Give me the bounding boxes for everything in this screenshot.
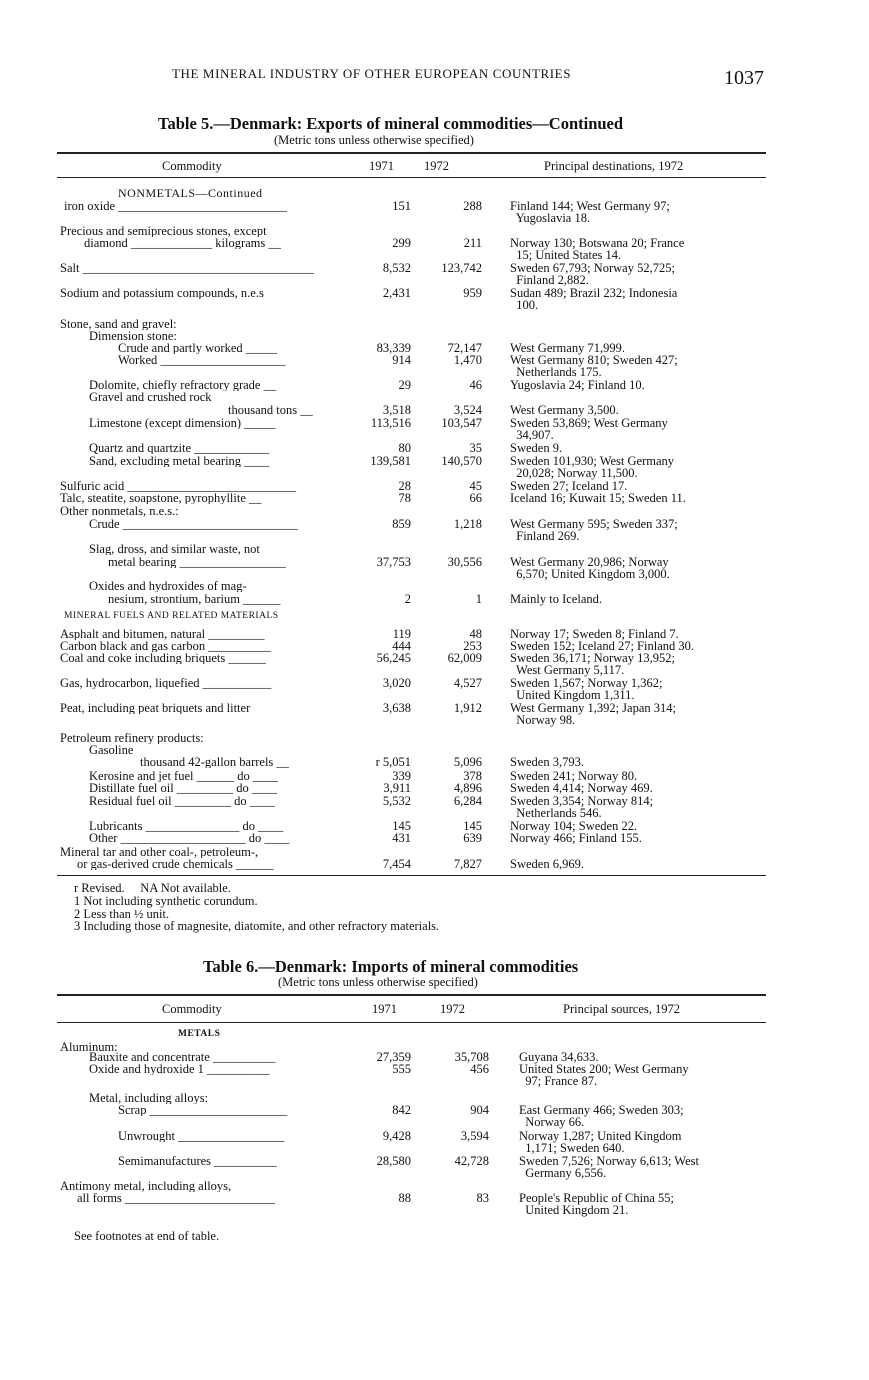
row-value-1972: 123,742 [441, 261, 482, 275]
table6-col-sources: Principal sources, 1972 [563, 1002, 680, 1016]
row-destination: Iceland 16; Kuwait 15; Sweden 11. [510, 491, 686, 505]
row-value-1971: r 5,051 [375, 755, 411, 769]
table6-col-1972: 1972 [440, 1002, 465, 1016]
row-value-1972: 72,147 [447, 341, 482, 355]
row-value-1971: 7,454 [382, 857, 411, 871]
row-destination: West Germany 595; Sweden 337; Finland 269. [510, 517, 678, 543]
row-value-1971: 27,359 [376, 1050, 411, 1064]
row-value-1971: 9,428 [382, 1129, 411, 1143]
row-commodity: Dimension stone: [89, 330, 177, 342]
row-destination: United States 200; West Germany 97; France 87. [519, 1062, 689, 1088]
row-commodity: Other ____________________ do ____ [89, 832, 290, 844]
row-destination: Sweden 9. [510, 441, 563, 455]
row-commodity: thousand 42-gallon barrels __ [140, 756, 289, 768]
row-destination: Sweden 67,793; Norway 52,725; Finland 2,882. [510, 261, 675, 287]
row-destination: Sweden 53,869; West Germany 34,907. [510, 416, 668, 442]
row-commodity: Precious and semiprecious stones, except [60, 225, 267, 237]
row-destination: Norway 1,287; United Kingdom 1,171; Sweden 640. [519, 1129, 682, 1155]
table5-bottom-rule [57, 875, 766, 876]
row-destination: West Germany 3,500. [510, 403, 619, 417]
row-commodity: thousand tons __ [228, 404, 313, 416]
row-commodity: Stone, sand and gravel: [60, 318, 177, 330]
row-value-1971: 29 [398, 378, 411, 392]
row-value-1972: 378 [463, 769, 482, 783]
row-commodity: Oxides and hydroxides of mag- [89, 580, 247, 592]
row-value-1971: 88 [398, 1191, 411, 1205]
row-destination: Sweden 7,526; Norway 6,613; West Germany 6,556. [519, 1154, 699, 1180]
row-value-1972: 7,827 [453, 857, 482, 871]
row-commodity: Asphalt and bitumen, natural _________ [60, 628, 265, 640]
row-commodity: Petroleum refinery products: [60, 732, 204, 744]
row-commodity: Coal and coke including briquets ______ [60, 652, 266, 664]
table6-col-1971: 1971 [372, 1002, 397, 1016]
row-value-1971: 2,431 [382, 286, 411, 300]
row-value-1972: 1,218 [453, 517, 482, 531]
table5-section-nonmetals: NONMETALS—Continued [118, 186, 263, 200]
table5-top-rule [57, 152, 766, 154]
row-commodity: Sodium and potassium compounds, n.e.s [60, 287, 264, 299]
row-value-1972: 253 [463, 639, 482, 653]
table5-header-rule [57, 177, 766, 178]
row-commodity: all forms ________________________ [77, 1192, 275, 1204]
row-value-1972: 959 [463, 286, 482, 300]
row-destination: Sweden 152; Iceland 27; Finland 30. [510, 639, 694, 653]
table5-footnote: 1 Not including synthetic corundum. [74, 894, 258, 908]
row-value-1972: 211 [463, 236, 482, 250]
row-value-1971: 5,532 [382, 794, 411, 808]
row-commodity: metal bearing _________________ [108, 556, 286, 568]
row-value-1972: 1,912 [453, 701, 482, 715]
row-destination: West Germany 71,999. [510, 341, 625, 355]
row-value-1971: 37,753 [376, 555, 411, 569]
row-commodity: Dolomite, chiefly refractory grade __ [89, 379, 277, 391]
table6-section-metals: METALS [178, 1029, 221, 1039]
row-destination: Sweden 27; Iceland 17. [510, 479, 628, 493]
table6-note: See footnotes at end of table. [74, 1229, 220, 1243]
row-commodity: Gravel and crushed rock [89, 391, 212, 403]
row-value-1971: 151 [392, 199, 411, 213]
row-value-1972: 42,728 [454, 1154, 489, 1168]
row-value-1972: 456 [470, 1062, 489, 1076]
table5-footnote: r Revised. NA Not available. [74, 881, 231, 895]
row-commodity: Peat, including peat briquets and litter [60, 702, 251, 714]
row-commodity: Bauxite and concentrate __________ [89, 1051, 276, 1063]
row-value-1972: 145 [463, 819, 482, 833]
row-commodity: Metal, including alloys: [89, 1092, 209, 1104]
row-commodity: Aluminum: [60, 1041, 118, 1053]
row-destination: Finland 144; West Germany 97; Yugoslavia 18. [510, 199, 670, 225]
row-commodity: Slag, dross, and similar waste, not [89, 543, 260, 555]
row-commodity: Kerosine and jet fuel ______ do ____ [89, 770, 278, 782]
table5-subtitle: (Metric tons unless otherwise specified) [274, 133, 474, 147]
row-destination: Norway 130; Botswana 20; France 15; United States 14. [510, 236, 685, 262]
row-value-1971: 3,638 [382, 701, 411, 715]
table5-col-destinations: Principal destinations, 1972 [544, 159, 684, 173]
row-value-1972: 4,527 [453, 676, 482, 690]
row-value-1972: 45 [469, 479, 482, 493]
row-value-1971: 28 [398, 479, 411, 493]
row-destination: Norway 17; Sweden 8; Finland 7. [510, 627, 679, 641]
table6-top-rule [57, 994, 766, 996]
row-value-1971: 555 [392, 1062, 411, 1076]
row-value-1971: 119 [392, 627, 411, 641]
row-value-1971: 859 [392, 517, 411, 531]
row-destination: Norway 104; Sweden 22. [510, 819, 638, 833]
row-value-1972: 62,009 [447, 651, 482, 665]
row-commodity: Quartz and quartzite ____________ [89, 442, 270, 454]
row-commodity: iron oxide ___________________________ [64, 200, 287, 212]
row-value-1972: 904 [470, 1103, 489, 1117]
row-destination: Sweden 241; Norway 80. [510, 769, 638, 783]
row-destination: People's Republic of China 55; United Kingdom 21. [519, 1191, 675, 1217]
table6-title: Table 6.—Denmark: Imports of mineral commodities [203, 957, 579, 976]
row-value-1972: 639 [463, 831, 482, 845]
row-commodity: Mineral tar and other coal-, petroleum-, [60, 846, 259, 858]
row-commodity: diamond _____________ kilograms __ [84, 237, 281, 249]
row-value-1972: 35 [469, 441, 482, 455]
table6-col-commodity: Commodity [162, 1002, 222, 1016]
row-commodity: Oxide and hydroxide 1 __________ [89, 1063, 270, 1075]
row-commodity: Carbon black and gas carbon __________ [60, 640, 271, 652]
row-commodity: Semimanufactures __________ [118, 1155, 277, 1167]
row-value-1972: 103,547 [441, 416, 482, 430]
table5-title: Table 5.—Denmark: Exports of mineral commodities—Continued [158, 114, 624, 133]
table5-section-fuels: MINERAL FUELS AND RELATED MATERIALS [64, 611, 279, 621]
row-value-1971: 8,532 [382, 261, 411, 275]
row-value-1971: 3,020 [382, 676, 411, 690]
row-value-1972: 46 [469, 378, 482, 392]
row-destination: West Germany 20,986; Norway 6,570; United Kingdom 3,000. [510, 555, 670, 581]
row-commodity: Gasoline [89, 744, 134, 756]
row-value-1971: 28,580 [376, 1154, 411, 1168]
row-destination: West Germany 810; Sweden 427; Netherlands 175. [510, 353, 678, 379]
row-value-1972: 83 [476, 1191, 489, 1205]
row-commodity: Talc, steatite, soapstone, pyrophyllite __ [60, 492, 262, 504]
row-destination: Mainly to Iceland. [510, 592, 602, 606]
row-value-1972: 66 [469, 491, 482, 505]
row-value-1971: 145 [392, 819, 411, 833]
row-value-1971: 842 [392, 1103, 411, 1117]
table6-header-rule [57, 1022, 766, 1023]
row-commodity: Crude ____________________________ [89, 518, 298, 530]
row-commodity: Salt _____________________________________ [60, 262, 314, 274]
row-value-1972: 5,096 [453, 755, 482, 769]
row-value-1971: 431 [392, 831, 411, 845]
row-destination: Yugoslavia 24; Finland 10. [510, 378, 645, 392]
row-commodity: Sand, excluding metal bearing ____ [89, 455, 270, 467]
page-number: 1037 [724, 67, 764, 89]
row-commodity: Worked ____________________ [118, 354, 286, 366]
row-value-1971: 339 [392, 769, 411, 783]
row-commodity: Limestone (except dimension) _____ [89, 417, 276, 429]
row-destination: Guyana 34,633. [519, 1050, 599, 1064]
row-destination: Sweden 6,969. [510, 857, 584, 871]
row-destination: Sweden 101,930; West Germany 20,028; Norway 11,500. [510, 454, 675, 480]
row-value-1972: 48 [469, 627, 482, 641]
row-value-1972: 1,470 [453, 353, 482, 367]
row-value-1972: 1 [475, 592, 482, 606]
row-commodity: Sulfuric acid ___________________________ [60, 480, 297, 492]
row-destination: Sweden 3,793. [510, 755, 584, 769]
table5-col-commodity: Commodity [162, 159, 222, 173]
table5-col-1972: 1972 [424, 159, 449, 173]
row-commodity: Lubricants _______________ do ____ [89, 820, 284, 832]
row-value-1972: 3,524 [453, 403, 482, 417]
row-value-1971: 78 [398, 491, 411, 505]
row-destination: West Germany 1,392; Japan 314; Norway 98. [510, 701, 676, 727]
row-value-1971: 3,911 [383, 781, 411, 795]
row-value-1972: 4,896 [453, 781, 482, 795]
row-commodity: or gas-derived crude chemicals ______ [77, 858, 274, 870]
row-destination: Sweden 1,567; Norway 1,362; United Kingdom 1,311. [510, 676, 663, 702]
row-value-1972: 6,284 [453, 794, 482, 808]
row-destination: Sweden 36,171; Norway 13,952; West Germany 5,117. [510, 651, 675, 677]
row-value-1972: 30,556 [447, 555, 482, 569]
row-destination: East Germany 466; Sweden 303; Norway 66. [519, 1103, 684, 1129]
row-commodity: Distillate fuel oil _________ do ____ [89, 782, 277, 794]
row-value-1971: 80 [398, 441, 411, 455]
row-value-1971: 2 [404, 592, 411, 606]
row-value-1972: 288 [463, 199, 482, 213]
row-value-1971: 113,516 [370, 416, 411, 430]
row-destination: Sweden 3,354; Norway 814; Netherlands 546. [510, 794, 654, 820]
table5-col-1971: 1971 [369, 159, 394, 173]
row-value-1972: 3,594 [460, 1129, 489, 1143]
table5-footnote: 3 Including those of magnesite, diatomite, and other refractory materials. [74, 919, 440, 933]
table6-subtitle: (Metric tons unless otherwise specified) [278, 975, 478, 989]
row-destination: Sudan 489; Brazil 232; Indonesia 100. [510, 286, 678, 312]
row-commodity: Antimony metal, including alloys, [60, 1180, 232, 1192]
row-value-1971: 139,581 [370, 454, 411, 468]
row-commodity: Scrap ______________________ [118, 1104, 288, 1116]
row-value-1972: 35,708 [454, 1050, 489, 1064]
row-value-1971: 56,245 [376, 651, 411, 665]
row-value-1971: 914 [392, 353, 411, 367]
row-destination: Norway 466; Finland 155. [510, 831, 642, 845]
row-commodity: Residual fuel oil _________ do ____ [89, 795, 275, 807]
row-commodity: Unwrought _________________ [118, 1130, 285, 1142]
row-value-1971: 299 [392, 236, 411, 250]
row-destination: Sweden 4,414; Norway 469. [510, 781, 653, 795]
table5-footnote: 2 Less than ½ unit. [74, 907, 170, 921]
row-commodity: nesium, strontium, barium ______ [108, 593, 281, 605]
row-value-1972: 140,570 [441, 454, 482, 468]
row-value-1971: 83,339 [376, 341, 411, 355]
row-value-1971: 3,518 [382, 403, 411, 417]
row-commodity: Gas, hydrocarbon, liquefied ___________ [60, 677, 272, 689]
row-value-1971: 444 [392, 639, 411, 653]
row-commodity: Crude and partly worked _____ [118, 342, 277, 354]
running-head: THE MINERAL INDUSTRY OF OTHER EUROPEAN COUNTRIES [172, 66, 572, 81]
row-commodity: Other nonmetals, n.e.s.: [60, 505, 179, 517]
